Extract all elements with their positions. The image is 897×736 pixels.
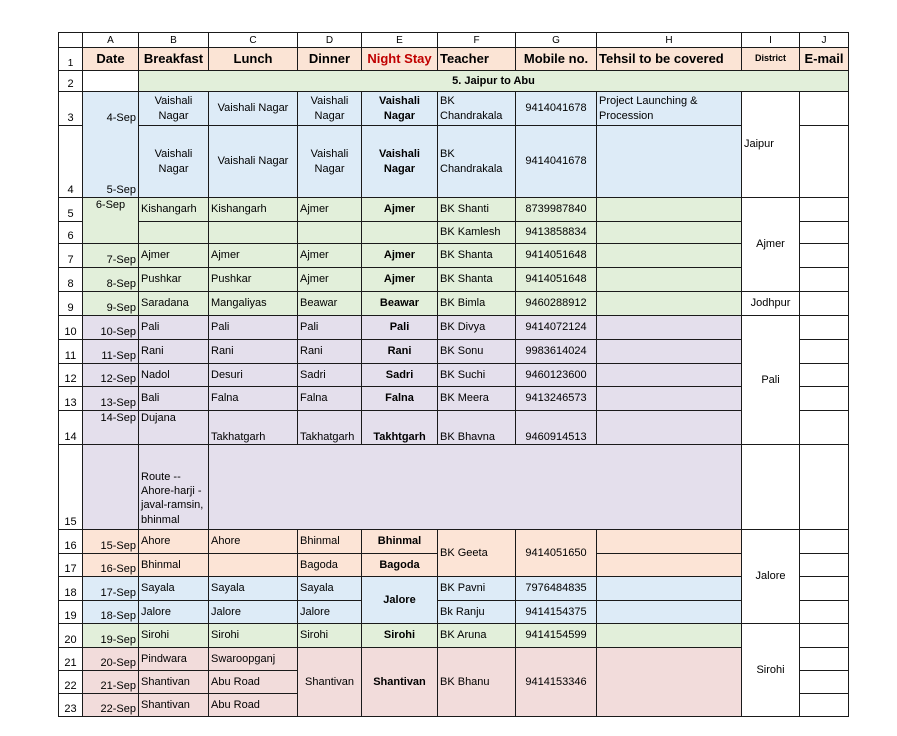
- row-number[interactable]: 11: [59, 340, 83, 364]
- cell-dinner[interactable]: Sadri: [298, 364, 362, 387]
- cell-email[interactable]: [800, 222, 849, 244]
- cell-date[interactable]: [83, 445, 139, 530]
- header-dinner[interactable]: Dinner: [298, 48, 362, 71]
- cell-breakfast[interactable]: Pindwara: [139, 648, 209, 671]
- cell-night-stay[interactable]: Takhtgarh: [362, 411, 438, 445]
- cell-teacher[interactable]: BK Shanta: [438, 268, 516, 292]
- spreadsheet-table: [58, 32, 849, 717]
- table-row: [59, 530, 849, 554]
- cell-lunch[interactable]: Takhatgarh: [209, 411, 298, 445]
- district-jodhpur[interactable]: Jodhpur: [742, 292, 800, 316]
- cell-email[interactable]: [800, 340, 849, 364]
- cell-mobile[interactable]: 9414051650: [516, 530, 597, 577]
- cell-breakfast[interactable]: Shantivan: [139, 671, 209, 694]
- cell-mobile[interactable]: 9413858834: [516, 222, 597, 244]
- table-row: [59, 316, 849, 340]
- district-jaipur[interactable]: Jaipur: [742, 92, 800, 198]
- row-number[interactable]: 12: [59, 364, 83, 387]
- district-sirohi[interactable]: Sirohi: [742, 624, 800, 717]
- table-row: [59, 624, 849, 648]
- cell-email[interactable]: [800, 648, 849, 671]
- table-row: [59, 577, 849, 601]
- header-district[interactable]: District: [742, 48, 800, 71]
- cell-lunch[interactable]: Jalore: [209, 601, 298, 624]
- cell-lunch[interactable]: Sayala: [209, 577, 298, 601]
- cell-tehsil[interactable]: [597, 268, 742, 292]
- cell-lunch[interactable]: Pushkar: [209, 268, 298, 292]
- cell-teacher[interactable]: BK Bhavna: [438, 411, 516, 445]
- column-header-e[interactable]: E: [362, 33, 438, 48]
- date-5-sep: 5-Sep: [106, 183, 136, 196]
- cell-breakfast[interactable]: Rani: [139, 340, 209, 364]
- cell-dinner[interactable]: Beawar: [298, 292, 362, 316]
- table-row: [59, 445, 849, 530]
- cell-date[interactable]: 14-Sep: [83, 411, 139, 445]
- cell-mobile[interactable]: 9414041678: [516, 126, 597, 198]
- cell-date[interactable]: 9-Sep: [83, 292, 139, 316]
- cell-tehsil[interactable]: [597, 577, 742, 601]
- column-header-a[interactable]: A: [83, 33, 139, 48]
- table-row: [59, 268, 849, 292]
- cell-dinner[interactable]: Jalore: [298, 601, 362, 624]
- row-number[interactable]: 1: [59, 48, 83, 71]
- cell-date[interactable]: 6-Sep: [83, 198, 139, 244]
- cell-tehsil[interactable]: [597, 648, 742, 717]
- cell-date[interactable]: 22-Sep: [83, 694, 139, 717]
- cell-mobile[interactable]: 9413246573: [516, 387, 597, 411]
- cell-mobile[interactable]: 8739987840: [516, 198, 597, 222]
- cell-night-stay[interactable]: Bhinmal: [362, 530, 438, 554]
- cell-date[interactable]: 17-Sep: [83, 577, 139, 601]
- cell-night-stay[interactable]: Pali: [362, 316, 438, 340]
- cell-teacher[interactable]: BK Aruna: [438, 624, 516, 648]
- cell-night-stay[interactable]: Vaishali Nagar: [362, 126, 438, 198]
- row-number[interactable]: 4: [59, 126, 83, 198]
- table-row: [59, 126, 849, 198]
- cell-lunch[interactable]: Ajmer: [209, 244, 298, 268]
- cell-breakfast[interactable]: Jalore: [139, 601, 209, 624]
- cell-teacher[interactable]: BK Shanti: [438, 198, 516, 222]
- cell-dinner[interactable]: Bagoda: [298, 554, 362, 577]
- cell-lunch[interactable]: Sirohi: [209, 624, 298, 648]
- cell-tehsil[interactable]: [597, 554, 742, 577]
- column-header-i[interactable]: I: [742, 33, 800, 48]
- cell-teacher[interactable]: BK Pavni: [438, 577, 516, 601]
- column-header-f[interactable]: F: [438, 33, 516, 48]
- cell-breakfast[interactable]: Vaishali Nagar: [139, 126, 209, 198]
- cell-lunch[interactable]: [209, 554, 298, 577]
- cell-email[interactable]: [800, 387, 849, 411]
- cell-teacher[interactable]: BK Meera: [438, 387, 516, 411]
- cell-date[interactable]: 20-Sep: [83, 648, 139, 671]
- cell-breakfast[interactable]: Nadol: [139, 364, 209, 387]
- cell-breakfast[interactable]: Pali: [139, 316, 209, 340]
- header-date[interactable]: Date: [83, 48, 139, 71]
- row-number[interactable]: 9: [59, 292, 83, 316]
- cell-email[interactable]: [800, 92, 849, 126]
- cell-dinner[interactable]: Ajmer: [298, 268, 362, 292]
- cell-email[interactable]: [800, 292, 849, 316]
- row-number[interactable]: 17: [59, 554, 83, 577]
- cell-tehsil[interactable]: [597, 387, 742, 411]
- cell-email[interactable]: [800, 601, 849, 624]
- column-header-b[interactable]: B: [139, 33, 209, 48]
- cell-breakfast[interactable]: Ahore: [139, 530, 209, 554]
- cell-teacher[interactable]: BK Chandrakala: [438, 92, 516, 126]
- table-row: [59, 244, 849, 268]
- cell-tehsil[interactable]: [597, 126, 742, 198]
- cell-date[interactable]: 10-Sep: [83, 316, 139, 340]
- cell-dinner[interactable]: Shantivan: [298, 648, 362, 717]
- cell-teacher[interactable]: BK Bhanu: [438, 648, 516, 717]
- cell-email[interactable]: [800, 624, 849, 648]
- row-number[interactable]: 15: [59, 445, 83, 530]
- cell-breakfast[interactable]: Pushkar: [139, 268, 209, 292]
- cell-email[interactable]: [800, 126, 849, 198]
- cell-lunch[interactable]: Abu Road: [209, 694, 298, 717]
- column-header-d[interactable]: D: [298, 33, 362, 48]
- table-row: [59, 292, 849, 316]
- column-header-c[interactable]: C: [209, 33, 298, 48]
- cell-email[interactable]: [800, 244, 849, 268]
- cell-mobile[interactable]: 9460123600: [516, 364, 597, 387]
- cell-breakfast[interactable]: Vaishali Nagar: [139, 92, 209, 126]
- table-row: [59, 71, 849, 92]
- cell-teacher[interactable]: BK Geeta: [438, 530, 516, 577]
- cell-mobile[interactable]: 9414154375: [516, 601, 597, 624]
- cell-email[interactable]: [800, 671, 849, 694]
- cell-mobile[interactable]: 9983614024: [516, 340, 597, 364]
- cell-teacher[interactable]: BK Divya: [438, 316, 516, 340]
- cell-night-stay[interactable]: Rani: [362, 340, 438, 364]
- cell-date[interactable]: 18-Sep: [83, 601, 139, 624]
- table-row: [59, 340, 849, 364]
- table-row: [59, 387, 849, 411]
- table-row: [59, 411, 849, 445]
- cell-date[interactable]: 11-Sep: [83, 340, 139, 364]
- cell-email[interactable]: [800, 198, 849, 222]
- cell-dinner[interactable]: Bhinmal: [298, 530, 362, 554]
- row-number[interactable]: 23: [59, 694, 83, 717]
- header-lunch[interactable]: Lunch: [209, 48, 298, 71]
- cell-mobile[interactable]: 9414051648: [516, 268, 597, 292]
- cell-night-stay[interactable]: Ajmer: [362, 198, 438, 222]
- cell-tehsil[interactable]: [597, 244, 742, 268]
- cell-night-stay[interactable]: Ajmer: [362, 244, 438, 268]
- cell-night-stay[interactable]: Beawar: [362, 292, 438, 316]
- cell-tehsil[interactable]: [597, 624, 742, 648]
- row-number[interactable]: 5: [59, 198, 83, 222]
- cell-tehsil[interactable]: [597, 411, 742, 445]
- cell-dinner[interactable]: Falna: [298, 387, 362, 411]
- cell-night-stay[interactable]: Jalore: [362, 577, 438, 624]
- corner-cell[interactable]: [59, 33, 83, 48]
- table-header-row: [59, 48, 849, 71]
- cell-tehsil[interactable]: [597, 222, 742, 244]
- table-row: [59, 364, 849, 387]
- header-email[interactable]: E-mail: [800, 48, 849, 71]
- cell-lunch[interactable]: Desuri: [209, 364, 298, 387]
- cell-lunch[interactable]: Vaishali Nagar: [209, 92, 298, 126]
- cell-dinner[interactable]: Vaishali Nagar: [298, 92, 362, 126]
- cell-tehsil[interactable]: [597, 601, 742, 624]
- date-4-sep: 4-Sep: [106, 112, 136, 124]
- cell-dinner[interactable]: Vaishali Nagar: [298, 126, 362, 198]
- cell-route-span[interactable]: [209, 445, 742, 530]
- date-cell-merged[interactable]: [83, 92, 139, 198]
- cell-breakfast[interactable]: Dujana: [139, 411, 209, 445]
- cell-breakfast[interactable]: Sayala: [139, 577, 209, 601]
- cell-dinner[interactable]: Sirohi: [298, 624, 362, 648]
- cell-mobile[interactable]: 9414051648: [516, 244, 597, 268]
- column-header-h[interactable]: H: [597, 33, 742, 48]
- cell-lunch[interactable]: Rani: [209, 340, 298, 364]
- row-number[interactable]: 22: [59, 671, 83, 694]
- cell-teacher[interactable]: BK Shanta: [438, 244, 516, 268]
- header-teacher[interactable]: Teacher: [438, 48, 516, 71]
- cell-tehsil[interactable]: [597, 292, 742, 316]
- cell-lunch[interactable]: Mangaliyas: [209, 292, 298, 316]
- cell-lunch[interactable]: [209, 222, 298, 244]
- column-header-row: [59, 33, 849, 48]
- row-number[interactable]: 8: [59, 268, 83, 292]
- cell-mobile[interactable]: 9414153346: [516, 648, 597, 717]
- district-pali[interactable]: Pali: [742, 316, 800, 445]
- cell-email[interactable]: [800, 577, 849, 601]
- row-number[interactable]: 10: [59, 316, 83, 340]
- row-number[interactable]: 21: [59, 648, 83, 671]
- cell-tehsil[interactable]: [597, 316, 742, 340]
- cell-lunch[interactable]: Swaroopganj: [209, 648, 298, 671]
- cell-email[interactable]: [800, 554, 849, 577]
- cell-teacher[interactable]: BK Kamlesh: [438, 222, 516, 244]
- cell-dinner[interactable]: Ajmer: [298, 244, 362, 268]
- row-number[interactable]: 16: [59, 530, 83, 554]
- cell-email[interactable]: [800, 694, 849, 717]
- cell-date[interactable]: 19-Sep: [83, 624, 139, 648]
- table-row: [59, 601, 849, 624]
- column-header-g[interactable]: G: [516, 33, 597, 48]
- cell-dinner[interactable]: Pali: [298, 316, 362, 340]
- cell-mobile[interactable]: 9460288912: [516, 292, 597, 316]
- cell-breakfast[interactable]: Bhinmal: [139, 554, 209, 577]
- cell-breakfast[interactable]: Kishangarh: [139, 198, 209, 222]
- cell-date[interactable]: 15-Sep: [83, 530, 139, 554]
- district-jalore[interactable]: Jalore: [742, 530, 800, 624]
- row-number[interactable]: 7: [59, 244, 83, 268]
- cell-night-stay[interactable]: Ajmer: [362, 268, 438, 292]
- cell-date[interactable]: 16-Sep: [83, 554, 139, 577]
- cell-dinner[interactable]: Rani: [298, 340, 362, 364]
- cell-date[interactable]: 12-Sep: [83, 364, 139, 387]
- cell-mobile[interactable]: 9414154599: [516, 624, 597, 648]
- cell-date[interactable]: 7-Sep: [83, 244, 139, 268]
- row-number[interactable]: 20: [59, 624, 83, 648]
- cell-teacher[interactable]: BK Suchi: [438, 364, 516, 387]
- header-tehsil[interactable]: Tehsil to be covered: [597, 48, 742, 71]
- cell-teacher[interactable]: BK Chandrakala: [438, 126, 516, 198]
- cell-breakfast[interactable]: Ajmer: [139, 244, 209, 268]
- cell-mobile[interactable]: 7976484835: [516, 577, 597, 601]
- row-number[interactable]: 18: [59, 577, 83, 601]
- cell-night-stay[interactable]: Sirohi: [362, 624, 438, 648]
- cell-dinner[interactable]: Ajmer: [298, 198, 362, 222]
- table-row: [59, 648, 849, 671]
- cell-teacher[interactable]: BK Bimla: [438, 292, 516, 316]
- cell-night-stay[interactable]: Bagoda: [362, 554, 438, 577]
- table-row: [59, 198, 849, 222]
- cell-dinner[interactable]: Sayala: [298, 577, 362, 601]
- cell-mobile[interactable]: 9460914513: [516, 411, 597, 445]
- cell-lunch[interactable]: Pali: [209, 316, 298, 340]
- cell-email[interactable]: [800, 268, 849, 292]
- cell-tehsil[interactable]: [597, 364, 742, 387]
- district-ajmer[interactable]: Ajmer: [742, 198, 800, 292]
- cell-teacher[interactable]: BK Sonu: [438, 340, 516, 364]
- cell-breakfast[interactable]: [139, 222, 209, 244]
- cell-district[interactable]: [742, 445, 800, 530]
- cell-empty[interactable]: [83, 71, 139, 92]
- route-note[interactable]: Route -- Ahore-harji - javal-ramsin, bhinmal: [139, 445, 209, 530]
- route-title[interactable]: 5. Jaipur to Abu: [139, 71, 849, 92]
- cell-email[interactable]: [800, 411, 849, 445]
- cell-lunch[interactable]: Kishangarh: [209, 198, 298, 222]
- cell-email[interactable]: [800, 445, 849, 530]
- cell-breakfast[interactable]: Bali: [139, 387, 209, 411]
- cell-date[interactable]: 21-Sep: [83, 671, 139, 694]
- cell-email[interactable]: [800, 364, 849, 387]
- cell-tehsil[interactable]: [597, 530, 742, 554]
- cell-email[interactable]: [800, 316, 849, 340]
- cell-night-stay[interactable]: Falna: [362, 387, 438, 411]
- header-breakfast[interactable]: Breakfast: [139, 48, 209, 71]
- cell-night-stay[interactable]: Sadri: [362, 364, 438, 387]
- row-number[interactable]: 2: [59, 71, 83, 92]
- cell-tehsil[interactable]: Project Launching & Procession: [597, 92, 742, 126]
- cell-dinner[interactable]: [298, 222, 362, 244]
- row-number[interactable]: 19: [59, 601, 83, 624]
- cell-night-stay[interactable]: Vaishali Nagar: [362, 92, 438, 126]
- row-number[interactable]: 13: [59, 387, 83, 411]
- cell-lunch[interactable]: Ahore: [209, 530, 298, 554]
- cell-mobile[interactable]: 9414041678: [516, 92, 597, 126]
- header-mobile[interactable]: Mobile no.: [516, 48, 597, 71]
- header-night-stay[interactable]: Night Stay: [362, 48, 438, 71]
- cell-teacher[interactable]: Bk Ranju: [438, 601, 516, 624]
- cell-breakfast[interactable]: Shantivan: [139, 694, 209, 717]
- cell-date[interactable]: 8-Sep: [83, 268, 139, 292]
- cell-email[interactable]: [800, 530, 849, 554]
- cell-lunch[interactable]: Vaishali Nagar: [209, 126, 298, 198]
- cell-date[interactable]: 13-Sep: [83, 387, 139, 411]
- table-row: [59, 92, 849, 126]
- cell-breakfast[interactable]: Sirohi: [139, 624, 209, 648]
- row-number[interactable]: 6: [59, 222, 83, 244]
- cell-night-stay[interactable]: Shantivan: [362, 648, 438, 717]
- row-number[interactable]: 3: [59, 92, 83, 126]
- cell-tehsil[interactable]: [597, 198, 742, 222]
- cell-night-stay[interactable]: [362, 222, 438, 244]
- cell-lunch[interactable]: Falna: [209, 387, 298, 411]
- cell-breakfast[interactable]: Saradana: [139, 292, 209, 316]
- table-row: [59, 222, 849, 244]
- cell-dinner[interactable]: Takhatgarh: [298, 411, 362, 445]
- row-number[interactable]: 14: [59, 411, 83, 445]
- column-header-j[interactable]: J: [800, 33, 849, 48]
- cell-tehsil[interactable]: [597, 340, 742, 364]
- cell-lunch[interactable]: Abu Road: [209, 671, 298, 694]
- cell-mobile[interactable]: 9414072124: [516, 316, 597, 340]
